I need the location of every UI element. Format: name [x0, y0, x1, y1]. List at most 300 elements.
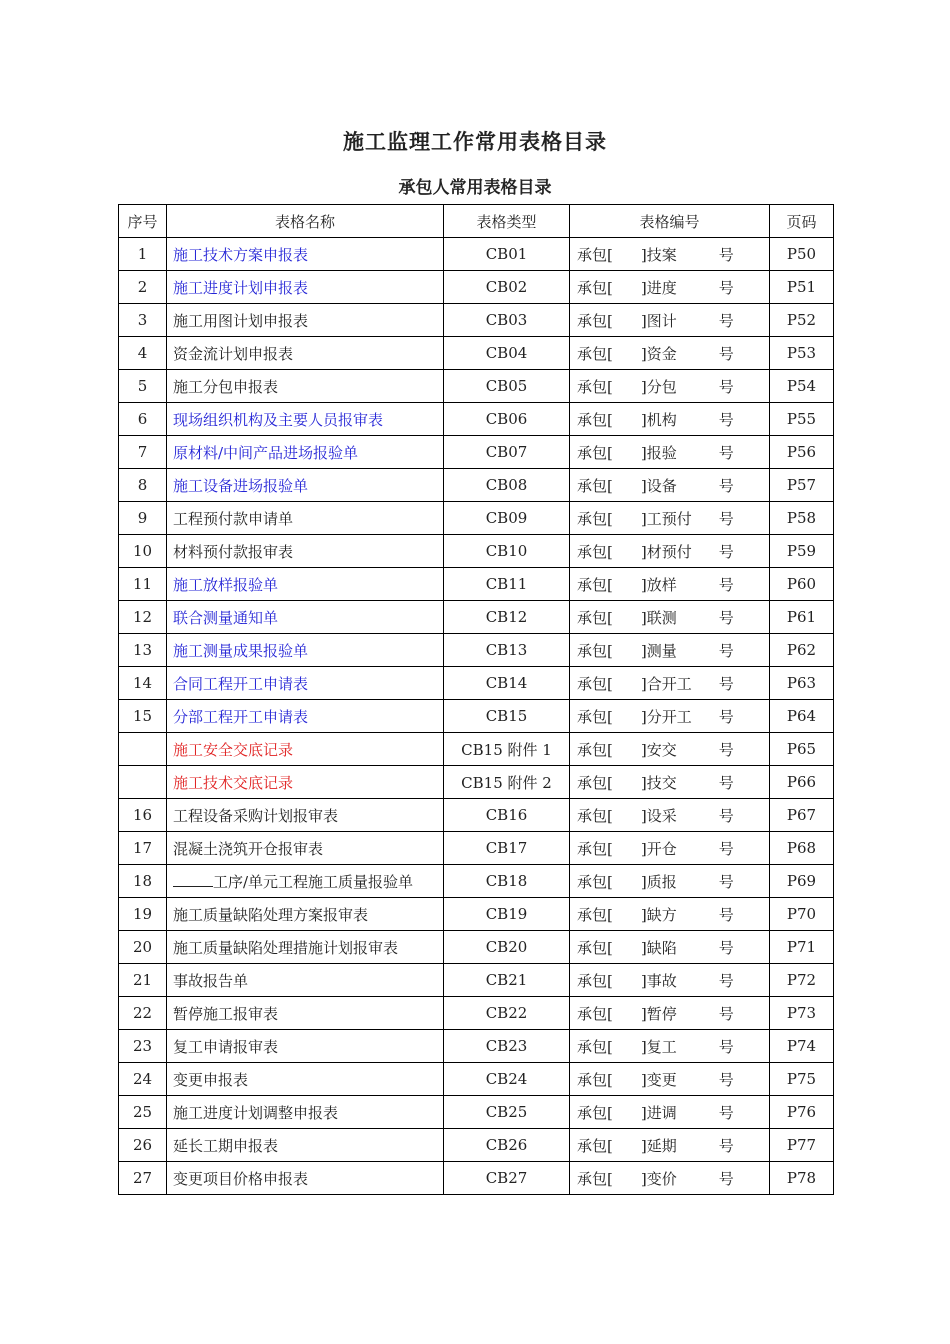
code-key: 技交 — [646, 773, 677, 792]
table-header-row — [119, 205, 834, 238]
row-page: P61 — [770, 601, 834, 634]
row-form-name-text: 工序/单元工程施工质量报验单 — [213, 872, 414, 891]
row-form-name — [167, 799, 444, 832]
row-seq: 5 — [119, 370, 167, 403]
row-form-name-text: 施工放样报验单 — [173, 575, 279, 594]
row-form-type: CB23 — [444, 1030, 570, 1063]
row-seq: 6 — [119, 403, 167, 436]
row-form-type: CB15 附件 1 — [444, 733, 570, 766]
row-form-name — [167, 535, 444, 568]
row-form-name — [167, 1129, 444, 1162]
row-seq: 21 — [119, 964, 167, 997]
row-form-code — [570, 601, 770, 634]
code-prefix: 承包[ — [577, 344, 613, 363]
row-form-name-text: 施工质量缺陷处理措施计划报审表 — [173, 938, 399, 957]
code-key: 分开工 — [646, 707, 692, 726]
row-form-name-text: 工程预付款申请单 — [173, 509, 294, 528]
table-row — [119, 1063, 834, 1096]
row-seq: 10 — [119, 535, 167, 568]
row-form-name — [167, 931, 444, 964]
row-form-code — [570, 931, 770, 964]
row-page: P70 — [770, 898, 834, 931]
code-prefix: 承包[ — [577, 410, 613, 429]
code-prefix: 承包[ — [577, 641, 613, 660]
code-prefix: 承包[ — [577, 1169, 613, 1188]
header-name: 表格名称 — [167, 205, 444, 238]
row-page: P60 — [770, 568, 834, 601]
table-row — [119, 931, 834, 964]
row-form-type: CB19 — [444, 898, 570, 931]
table-body — [119, 238, 834, 1195]
row-page: P76 — [770, 1096, 834, 1129]
row-form-type: CB01 — [444, 238, 570, 271]
code-prefix: 承包[ — [577, 773, 613, 792]
code-prefix: 承包[ — [577, 707, 613, 726]
row-form-code — [570, 799, 770, 832]
row-page: P54 — [770, 370, 834, 403]
row-form-name — [167, 1162, 444, 1195]
code-prefix: 承包[ — [577, 1103, 613, 1122]
row-seq: 25 — [119, 1096, 167, 1129]
code-suffix: 号 — [718, 575, 734, 594]
row-seq: 24 — [119, 1063, 167, 1096]
row-form-code — [570, 832, 770, 865]
row-form-type: CB15 附件 2 — [444, 766, 570, 799]
table-row — [119, 601, 834, 634]
code-suffix: 号 — [718, 1004, 734, 1023]
table-row — [119, 403, 834, 436]
row-seq: 16 — [119, 799, 167, 832]
row-form-type: CB21 — [444, 964, 570, 997]
code-bracket-close: ] — [640, 608, 647, 627]
code-key: 合开工 — [646, 674, 692, 693]
table-row — [119, 832, 834, 865]
row-form-name[interactable] — [167, 766, 444, 799]
row-form-name-text: 施工用图计划申报表 — [173, 311, 309, 330]
code-key: 设备 — [646, 476, 677, 495]
code-suffix: 号 — [718, 806, 734, 825]
row-page: P77 — [770, 1129, 834, 1162]
row-form-name — [167, 337, 444, 370]
row-seq: 20 — [119, 931, 167, 964]
code-bracket-close: ] — [640, 575, 647, 594]
code-prefix: 承包[ — [577, 938, 613, 957]
row-form-name — [167, 898, 444, 931]
row-form-type: CB03 — [444, 304, 570, 337]
row-form-name-text: 施工质量缺陷处理方案报审表 — [173, 905, 369, 924]
row-form-code — [570, 436, 770, 469]
row-page: P75 — [770, 1063, 834, 1096]
code-bracket-close: ] — [640, 707, 647, 726]
row-form-name-text: 施工进度计划调整申报表 — [173, 1103, 339, 1122]
row-form-name[interactable] — [167, 700, 444, 733]
code-key: 技案 — [646, 245, 677, 264]
row-form-name[interactable] — [167, 469, 444, 502]
code-key: 资金 — [646, 344, 677, 363]
row-form-name[interactable] — [167, 733, 444, 766]
row-form-code — [570, 1063, 770, 1096]
row-form-name — [167, 1063, 444, 1096]
table-row — [119, 865, 834, 898]
row-form-type: CB07 — [444, 436, 570, 469]
row-seq — [119, 766, 167, 799]
row-form-name-text: 工程设备采购计划报审表 — [173, 806, 339, 825]
code-suffix: 号 — [718, 773, 734, 792]
code-bracket-close: ] — [640, 509, 647, 528]
code-suffix: 号 — [718, 542, 734, 561]
code-prefix: 承包[ — [577, 542, 613, 561]
code-bracket-close: ] — [640, 410, 647, 429]
row-form-name[interactable] — [167, 634, 444, 667]
code-prefix: 承包[ — [577, 806, 613, 825]
code-key: 质报 — [646, 872, 677, 891]
code-bracket-close: ] — [640, 806, 647, 825]
row-page: P57 — [770, 469, 834, 502]
code-bracket-close: ] — [640, 1070, 647, 1089]
row-seq: 12 — [119, 601, 167, 634]
code-key: 复工 — [646, 1037, 677, 1056]
code-suffix: 号 — [718, 938, 734, 957]
code-prefix: 承包[ — [577, 740, 613, 759]
row-seq: 11 — [119, 568, 167, 601]
row-form-code — [570, 238, 770, 271]
table-row — [119, 304, 834, 337]
row-seq: 2 — [119, 271, 167, 304]
header-page: 页码 — [770, 205, 834, 238]
code-bracket-close: ] — [640, 674, 647, 693]
row-form-type: CB08 — [444, 469, 570, 502]
row-seq: 17 — [119, 832, 167, 865]
code-key: 安交 — [646, 740, 677, 759]
code-prefix: 承包[ — [577, 575, 613, 594]
code-prefix: 承包[ — [577, 245, 613, 264]
row-page: P56 — [770, 436, 834, 469]
row-page: P63 — [770, 667, 834, 700]
code-key: 暂停 — [646, 1004, 677, 1023]
page-subtitle: 承包人常用表格目录 — [398, 178, 552, 198]
row-form-type: CB25 — [444, 1096, 570, 1129]
code-key: 机构 — [646, 410, 677, 429]
code-suffix: 号 — [718, 443, 734, 462]
row-form-type: CB13 — [444, 634, 570, 667]
code-suffix: 号 — [718, 245, 734, 264]
table-row — [119, 1096, 834, 1129]
table-row — [119, 634, 834, 667]
row-form-type: CB22 — [444, 997, 570, 1030]
code-bracket-close: ] — [640, 542, 647, 561]
code-bracket-close: ] — [640, 839, 647, 858]
code-key: 分包 — [646, 377, 677, 396]
table-row — [119, 898, 834, 931]
row-form-name — [167, 304, 444, 337]
code-prefix: 承包[ — [577, 1136, 613, 1155]
table-row — [119, 535, 834, 568]
row-form-name-text: 变更项目价格申报表 — [173, 1169, 309, 1188]
row-seq: 13 — [119, 634, 167, 667]
row-seq: 27 — [119, 1162, 167, 1195]
row-form-name — [167, 832, 444, 865]
row-form-code — [570, 535, 770, 568]
row-form-name[interactable] — [167, 403, 444, 436]
row-form-name-text: 材料预付款报审表 — [173, 542, 294, 561]
row-page: P66 — [770, 766, 834, 799]
code-bracket-close: ] — [640, 1004, 647, 1023]
row-form-name-text: 事故报告单 — [173, 971, 249, 990]
row-form-code — [570, 271, 770, 304]
code-bracket-close: ] — [640, 311, 647, 330]
row-form-name — [167, 502, 444, 535]
code-key: 图计 — [646, 311, 677, 330]
code-suffix: 号 — [718, 278, 734, 297]
row-form-type: CB14 — [444, 667, 570, 700]
row-form-name — [167, 865, 444, 898]
row-form-name[interactable] — [167, 238, 444, 271]
row-form-type: CB26 — [444, 1129, 570, 1162]
row-form-type: CB04 — [444, 337, 570, 370]
code-key: 事故 — [646, 971, 677, 990]
row-form-name-text: 混凝土浇筑开仓报审表 — [173, 839, 324, 858]
row-seq: 7 — [119, 436, 167, 469]
code-key: 进调 — [646, 1103, 677, 1122]
row-form-name-text: 变更申报表 — [173, 1070, 249, 1089]
row-form-name — [167, 370, 444, 403]
code-suffix: 号 — [718, 971, 734, 990]
code-bracket-close: ] — [640, 773, 647, 792]
code-bracket-close: ] — [640, 1037, 647, 1056]
code-prefix: 承包[ — [577, 311, 613, 330]
row-page: P65 — [770, 733, 834, 766]
row-seq: 3 — [119, 304, 167, 337]
code-suffix: 号 — [718, 1169, 734, 1188]
row-form-code — [570, 1129, 770, 1162]
row-page: P78 — [770, 1162, 834, 1195]
code-prefix: 承包[ — [577, 1070, 613, 1089]
header-type: 表格类型 — [444, 205, 570, 238]
row-form-name-text: 施工安全交底记录 — [173, 740, 294, 759]
row-form-name[interactable] — [167, 436, 444, 469]
code-suffix: 号 — [718, 1103, 734, 1122]
code-bracket-close: ] — [640, 278, 647, 297]
row-form-code — [570, 997, 770, 1030]
row-form-name-text: 分部工程开工申请表 — [173, 707, 309, 726]
row-form-name-text: 施工测量成果报验单 — [173, 641, 309, 660]
table-row — [119, 238, 834, 271]
row-seq: 1 — [119, 238, 167, 271]
code-prefix: 承包[ — [577, 476, 613, 495]
code-suffix: 号 — [718, 1070, 734, 1089]
row-form-name[interactable] — [167, 667, 444, 700]
table-row — [119, 964, 834, 997]
code-prefix: 承包[ — [577, 443, 613, 462]
row-form-type: CB24 — [444, 1063, 570, 1096]
row-page: P73 — [770, 997, 834, 1030]
code-bracket-close: ] — [640, 443, 647, 462]
table-row — [119, 766, 834, 799]
table-row — [119, 799, 834, 832]
code-suffix: 号 — [718, 740, 734, 759]
code-suffix: 号 — [718, 311, 734, 330]
code-key: 缺方 — [646, 905, 677, 924]
row-page: P68 — [770, 832, 834, 865]
code-prefix: 承包[ — [577, 1004, 613, 1023]
row-form-name-text: 原材料/中间产品进场报验单 — [173, 443, 359, 462]
row-page: P64 — [770, 700, 834, 733]
row-form-name-text: 暂停施工报审表 — [173, 1004, 279, 1023]
code-key: 材预付 — [646, 542, 692, 561]
row-form-name-text: 施工分包申报表 — [173, 377, 279, 396]
code-bracket-close: ] — [640, 938, 647, 957]
row-seq: 15 — [119, 700, 167, 733]
code-suffix: 号 — [718, 1037, 734, 1056]
row-page: P50 — [770, 238, 834, 271]
row-form-name[interactable] — [167, 568, 444, 601]
row-form-code — [570, 898, 770, 931]
code-bracket-close: ] — [640, 476, 647, 495]
page-title: 施工监理工作常用表格目录 — [343, 130, 607, 154]
code-bracket-close: ] — [640, 971, 647, 990]
code-prefix: 承包[ — [577, 971, 613, 990]
row-form-code — [570, 964, 770, 997]
table-row — [119, 436, 834, 469]
row-form-code — [570, 403, 770, 436]
row-page: P52 — [770, 304, 834, 337]
header-seq: 序号 — [119, 205, 167, 238]
row-page: P58 — [770, 502, 834, 535]
header-code: 表格编号 — [570, 205, 770, 238]
code-key: 报验 — [646, 443, 677, 462]
code-prefix: 承包[ — [577, 872, 613, 891]
row-form-type: CB18 — [444, 865, 570, 898]
row-form-type: CB16 — [444, 799, 570, 832]
row-form-code — [570, 337, 770, 370]
table-row — [119, 1162, 834, 1195]
row-form-type: CB06 — [444, 403, 570, 436]
code-suffix: 号 — [718, 377, 734, 396]
row-form-code — [570, 568, 770, 601]
row-form-code — [570, 865, 770, 898]
code-bracket-close: ] — [640, 344, 647, 363]
code-key: 联测 — [646, 608, 677, 627]
code-bracket-close: ] — [640, 377, 647, 396]
code-prefix: 承包[ — [577, 1037, 613, 1056]
row-page: P53 — [770, 337, 834, 370]
code-prefix: 承包[ — [577, 905, 613, 924]
row-seq: 22 — [119, 997, 167, 1030]
row-page: P59 — [770, 535, 834, 568]
row-page: P71 — [770, 931, 834, 964]
row-page: P55 — [770, 403, 834, 436]
table-row — [119, 568, 834, 601]
row-form-name[interactable] — [167, 601, 444, 634]
row-page: P67 — [770, 799, 834, 832]
code-prefix: 承包[ — [577, 608, 613, 627]
code-prefix: 承包[ — [577, 839, 613, 858]
code-suffix: 号 — [718, 509, 734, 528]
code-bracket-close: ] — [640, 1169, 647, 1188]
code-bracket-close: ] — [640, 905, 647, 924]
code-suffix: 号 — [718, 872, 734, 891]
table-row — [119, 1129, 834, 1162]
code-suffix: 号 — [718, 641, 734, 660]
row-form-name-text: 复工申请报审表 — [173, 1037, 279, 1056]
row-form-code — [570, 733, 770, 766]
code-key: 工预付 — [646, 509, 692, 528]
code-bracket-close: ] — [640, 245, 647, 264]
row-form-name — [167, 964, 444, 997]
table-row — [119, 1030, 834, 1063]
code-bracket-close: ] — [640, 872, 647, 891]
table-row — [119, 469, 834, 502]
row-form-code — [570, 634, 770, 667]
code-bracket-close: ] — [640, 641, 647, 660]
row-form-name-text: 延长工期申报表 — [173, 1136, 279, 1155]
row-form-name[interactable] — [167, 271, 444, 304]
row-page: P51 — [770, 271, 834, 304]
table-row — [119, 733, 834, 766]
row-form-name-text: 资金流计划申报表 — [173, 344, 294, 363]
row-form-code — [570, 1162, 770, 1195]
row-form-name — [167, 1030, 444, 1063]
code-suffix: 号 — [718, 476, 734, 495]
row-form-name-text: 施工设备进场报验单 — [173, 476, 309, 495]
row-page: P74 — [770, 1030, 834, 1063]
code-key: 变更 — [646, 1070, 677, 1089]
code-suffix: 号 — [718, 839, 734, 858]
code-prefix: 承包[ — [577, 509, 613, 528]
row-form-type: CB10 — [444, 535, 570, 568]
code-prefix: 承包[ — [577, 377, 613, 396]
code-key: 设采 — [646, 806, 677, 825]
row-page: P69 — [770, 865, 834, 898]
code-bracket-close: ] — [640, 1103, 647, 1122]
row-page: P72 — [770, 964, 834, 997]
code-prefix: 承包[ — [577, 674, 613, 693]
code-key: 放样 — [646, 575, 677, 594]
table-row — [119, 997, 834, 1030]
code-key: 进度 — [646, 278, 677, 297]
row-form-name-text: 合同工程开工申请表 — [173, 674, 309, 693]
row-form-name — [167, 1096, 444, 1129]
row-seq: 26 — [119, 1129, 167, 1162]
row-form-code — [570, 502, 770, 535]
table-row — [119, 700, 834, 733]
row-form-name-text: 现场组织机构及主要人员报审表 — [173, 410, 384, 429]
row-form-type: CB12 — [444, 601, 570, 634]
table-row — [119, 337, 834, 370]
row-form-type: CB20 — [444, 931, 570, 964]
row-form-code — [570, 667, 770, 700]
row-seq: 23 — [119, 1030, 167, 1063]
fill-in-blank — [173, 874, 213, 887]
code-bracket-close: ] — [640, 1136, 647, 1155]
code-suffix: 号 — [718, 608, 734, 627]
row-form-code — [570, 1030, 770, 1063]
code-suffix: 号 — [718, 344, 734, 363]
code-key: 开仓 — [646, 839, 677, 858]
code-suffix: 号 — [718, 674, 734, 693]
row-form-type: CB17 — [444, 832, 570, 865]
row-form-name-text: 施工技术交底记录 — [173, 773, 294, 792]
row-form-type: CB11 — [444, 568, 570, 601]
row-form-name-text: 施工技术方案申报表 — [173, 245, 309, 264]
row-form-type: CB02 — [444, 271, 570, 304]
row-seq: 18 — [119, 865, 167, 898]
row-form-code — [570, 700, 770, 733]
table-row — [119, 271, 834, 304]
row-form-name-text: 施工进度计划申报表 — [173, 278, 309, 297]
table-row — [119, 667, 834, 700]
code-prefix: 承包[ — [577, 278, 613, 297]
